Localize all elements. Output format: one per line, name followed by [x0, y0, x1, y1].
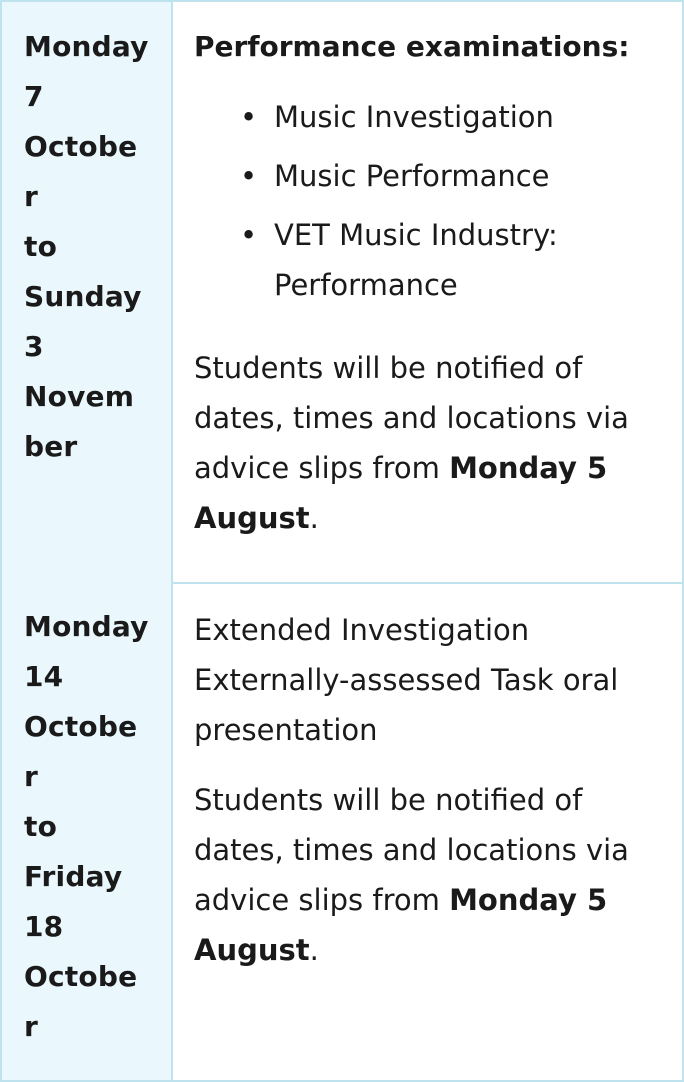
date-line: Novem [24, 380, 135, 413]
date-line: ber [24, 430, 78, 463]
date-line: 3 [24, 330, 44, 363]
list-item-label: VET Music Industry: Performance [274, 218, 558, 302]
note-suffix: . [309, 501, 319, 535]
list-item-label: Music Investigation [274, 100, 554, 134]
list-item-label: Music Performance [274, 159, 550, 193]
note-date: Monday 5 August [194, 883, 608, 967]
bullet-icon: • [240, 218, 258, 252]
list-item [194, 210, 664, 310]
date-line: r [24, 1010, 39, 1043]
list-item [194, 92, 664, 142]
date-line: to [24, 810, 58, 843]
date-line: 7 [24, 80, 44, 113]
exam-list [194, 92, 664, 319]
notification-note [194, 343, 669, 543]
description-cell [173, 582, 682, 1080]
note-suffix: . [309, 933, 319, 967]
date-line: 18 [24, 910, 64, 943]
date-line: Friday [24, 860, 123, 893]
date-line: Octobe [24, 710, 138, 743]
note-text: Students will be notified of dates, times and locations via advice slips from [194, 783, 629, 917]
date-range [24, 602, 154, 1052]
list-item [194, 151, 664, 201]
section-heading: Performance examinations: [194, 30, 630, 63]
date-cell [2, 582, 173, 1080]
date-line: to [24, 230, 58, 263]
date-range [24, 22, 154, 472]
bullet-icon: • [240, 159, 258, 193]
description-cell [173, 2, 682, 582]
date-line: Sunday [24, 280, 142, 313]
date-line: Monday [24, 610, 149, 643]
date-line: Monday [24, 30, 149, 63]
date-line: r [24, 180, 39, 213]
note-text: Students will be notified of dates, times and locations via advice slips from [194, 351, 629, 485]
date-line: 14 [24, 660, 64, 693]
bullet-icon: • [240, 100, 258, 134]
date-line: Octobe [24, 130, 138, 163]
date-cell [2, 2, 173, 582]
notification-note [194, 775, 669, 975]
task-description: Extended Investigation Externally-assessed Task oral presentation [194, 613, 619, 747]
date-line: r [24, 760, 39, 793]
note-date: Monday 5 August [194, 451, 608, 535]
table-row [0, 582, 684, 1082]
date-line: Octobe [24, 960, 138, 993]
